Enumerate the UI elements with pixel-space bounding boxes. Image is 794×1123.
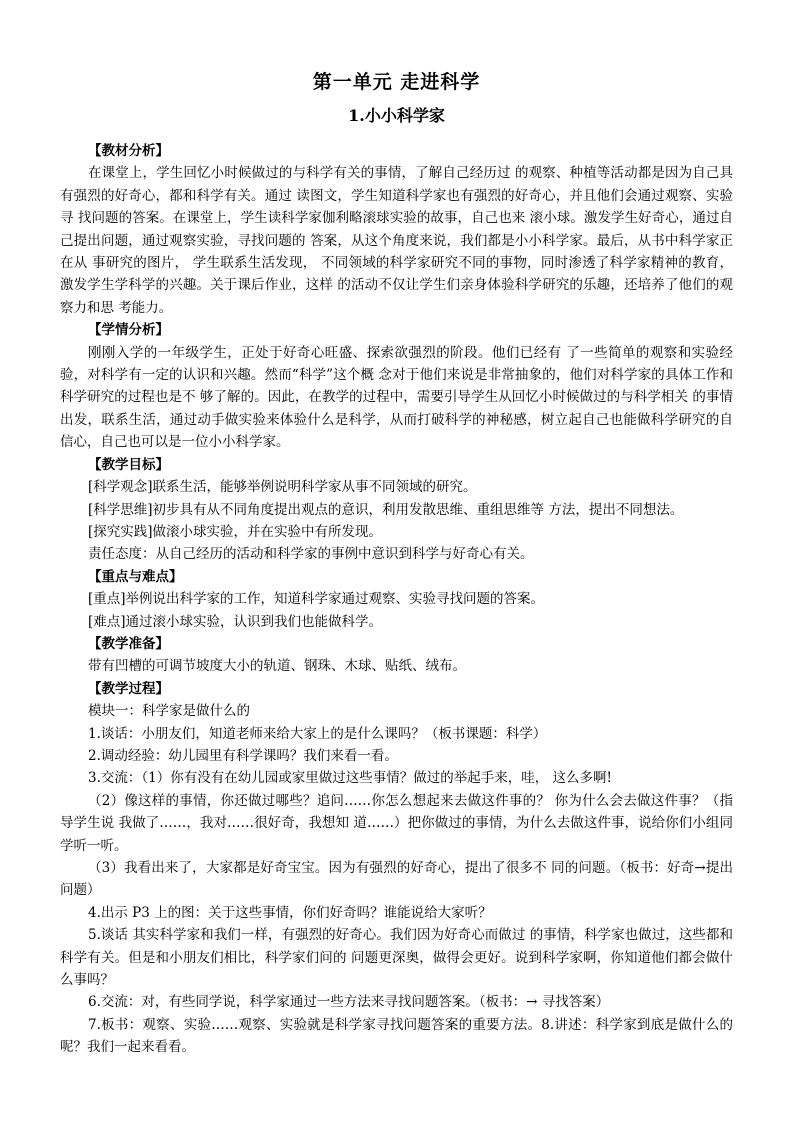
- section-heading-key-difficult: 【重点与难点】: [88, 568, 183, 585]
- section-heading-preparation: 【教学准备】: [88, 635, 169, 652]
- process-step-3: 3.交流：（1）你有没有在幼儿园或家里做过这些事情？做过的举起手来，哇， 这么多啊!: [88, 770, 612, 787]
- document-body: [60, 68, 733, 1059]
- difficult-point: [难点]通过滚小球实验，认识到我们也能做科学。: [88, 613, 383, 630]
- process-step-7-8: 7.板书：观察、实验……观察、实验就是科学家寻找问题答案的重要方法。8.讲述：科学家到底是做什么的呢？我们一起来看看。: [60, 1016, 733, 1056]
- section-heading-student-analysis: 【学情分析】: [88, 322, 169, 339]
- unit-title: 第一单元 走进科学: [312, 71, 481, 93]
- process-step-6: 6.交流：对，有些同学说，科学家通过一些方法来寻找问题答案。（板书：→ 寻找答案）: [88, 994, 610, 1011]
- process-step-2: 2.调动经验：幼儿园里有科学课吗？我们来看一看。: [88, 747, 398, 764]
- section-heading-teaching-goals: 【教学目标】: [88, 456, 169, 473]
- process-step-5: 5.谈话 其实科学家和我们一样，有强烈的好奇心。我们因为好奇心而做过 的事情，科学家也做过，这些都和科学有关。但是和小朋友们相比，科学家们问的 问题更深奥，做得会更好。说到科学家啊，你知道他们都会做什么事吗？: [60, 927, 733, 989]
- process-step-1: 1.谈话：小朋友们，知道老师来给大家上的是什么课吗？（板书课题：科学）: [88, 725, 547, 742]
- process-step-3-2: （2）像这样的事情，你还做过哪些？追问……你怎么想起来去做这件事的？ 你为什么会去做这件事？（指导学生说 我做了……，我对……很好奇，我想知 道……）把你做过的事情，为什么去做这件事，说给你们小组同学听一听。: [60, 792, 733, 854]
- module-one-title: 模块一：科学家是做什么的: [88, 703, 250, 720]
- paragraph-material-analysis: 在课堂上，学生回忆小时候做过的与科学有关的事情，了解自己经历过 的观察、种植等活动都是因为自己具有强烈的好奇心，都和科学有关。通过 读图文，学生知道科学家也有强烈的好奇心，并且他们会通过观察、实验寻 找问题的答案。在课堂上，学生读科学家伽利略滚球实验的故事，自己也来 滚小球。激发学生好奇心，通过自己提出问题，通过观察实验，寻找问题的 答案，从这个角度来说，我们都是小小科学家。最后，从书中科学家正在从 事研究的图片， 学生联系生活发现， 不同领域的科学家研究不同的事物，同时渗透了科学家精神的教育，激发学生学科学的兴趣。关于课后作业，这样 的活动不仅让学生们亲身体验科学研究的乐趣，还培养了他们的观察力和思 考能力。: [60, 165, 733, 316]
- lesson-title: 1.小小科学家: [348, 106, 445, 125]
- goal-responsibility-attitude: 责任态度：从自己经历的活动和科学家的事例中意识到科学与好奇心有关。: [88, 546, 534, 563]
- goal-science-thinking: [科学思维]初步具有从不同角度提出观点的意识，利用发散思维、重组思维等 方法，提出不同想法。: [88, 501, 684, 518]
- key-point: [重点]举例说出科学家的工作，知道科学家通过观察、实验寻找问题的答案。: [88, 591, 545, 608]
- section-heading-teaching-process: 【教学过程】: [88, 680, 169, 697]
- paragraph-student-analysis: 刚刚入学的一年级学生，正处于好奇心旺盛、探索欲强烈的阶段。他们已经有 了一些简单的观察和实验经验，对科学有一定的认识和兴趣。然而“科学”这个概 念对于他们来说是非常抽象的，他们对科学家的具体工作和科学研究的过程也是不 够了解的。因此，在教学的过程中，需要引导学生从回忆小时候做过的与科学相关 的事情出发，联系生活，通过动手做实验来体验什么是科学，从而打破科学的神秘感，树立起自己也能做科学研究的自信心，自己也可以是一位小小科学家。: [60, 344, 733, 451]
- section-heading-material-analysis: 【教材分析】: [88, 143, 169, 159]
- process-step-3-3: （3）我看出来了，大家都是好奇宝宝。因为有强烈的好奇心，提出了很多不 同的问题。（板书：好奇→提出问题）: [60, 860, 733, 899]
- paragraph-preparation: 带有凹槽的可调节坡度大小的轨道、钢珠、木球、贴纸、绒布。: [88, 658, 466, 675]
- process-step-4: 4.出示 P3 上的图：关于这些事情，你们好奇吗？谁能说给大家听？: [88, 904, 492, 921]
- goal-inquiry-practice: [探究实践]做滚小球实验，并在实验中有所发现。: [88, 523, 383, 540]
- goal-science-concept: [科学观念]联系生活，能够举例说明科学家从事不同领域的研究。: [88, 479, 477, 496]
